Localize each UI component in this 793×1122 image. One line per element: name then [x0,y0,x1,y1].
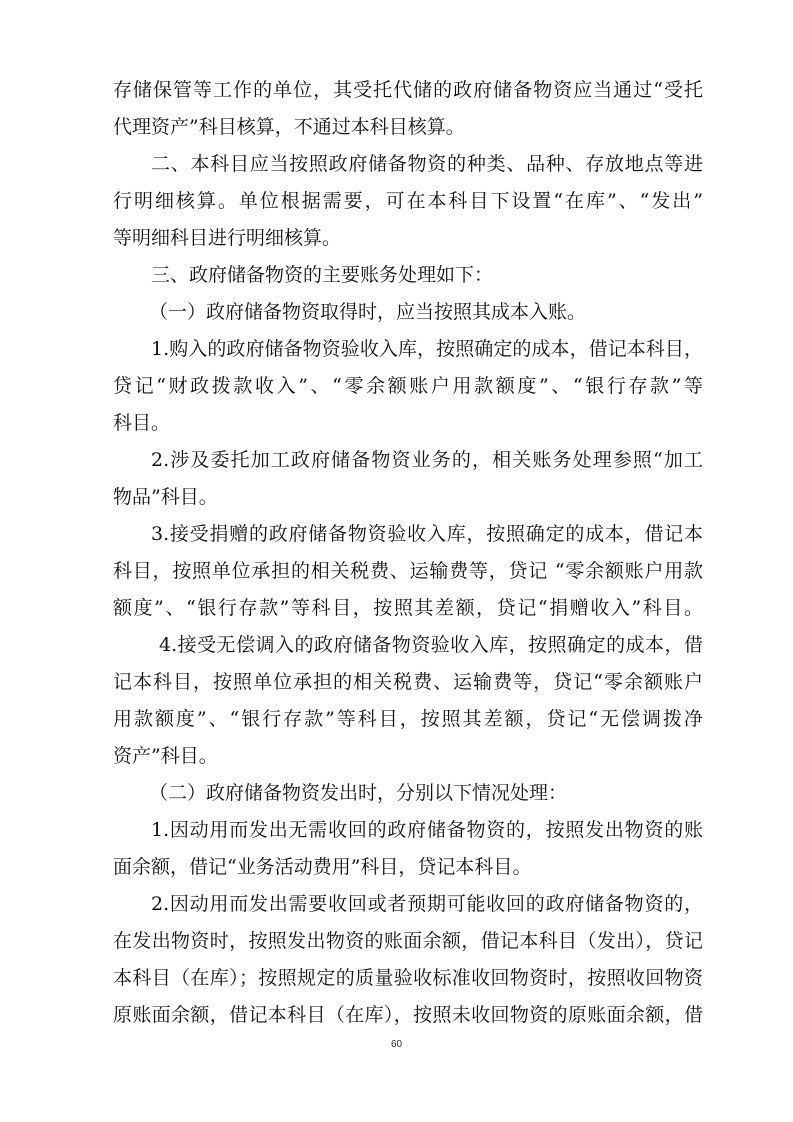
text-line: 1.因动用而发出无需收回的政府储备物资的，按照发出物资的账 [151,819,703,841]
text-line: 面余额，借记“业务活动费用”科目，贷记本科目。 [113,856,532,878]
text-line: 二、本科目应当按照政府储备物资的种类、品种、存放地点等进 [151,153,703,175]
text-line: 额度”、“银行存款”等科目，按照其差额，贷记“捐赠收入”科目。 [113,597,703,619]
text-line: 2.因动用而发出需要收回或者预期可能收回的政府储备物资的， [151,893,703,915]
text-line: 贷记“财政拨款收入”、“零余额账户用款额度”、“银行存款”等 [113,375,703,397]
text-line: （二）政府储备物资发出时，分别以下情况处理： [149,782,568,804]
text-line: 科目。 [113,412,171,434]
text-line: 物品”科目。 [113,486,218,508]
text-line: 2.涉及委托加工政府储备物资业务的，相关账务处理参照“加工 [151,449,703,471]
text-line: 用款额度”、“银行存款”等科目，按照其差额，贷记“无偿调拨净 [113,708,703,730]
text-line: 在发出物资时，按照发出物资的账面余额，借记本科目（发出），贷记 [113,930,703,952]
text-line: 三、政府储备物资的主要账务处理如下： [151,264,494,286]
text-line: 1.购入的政府储备物资验收入库，按照确定的成本，借记本科目， [151,338,703,360]
text-line: 记本科目，按照单位承担的相关税费、运输费等，贷记“零余额账户 [113,671,703,693]
text-line: 存储保管等工作的单位，其受托代储的政府储备物资应当通过“受托 [113,79,703,101]
text-line: 本科目（在库）；按照规定的质量验收标准收回物资时，按照收回物资 [113,967,703,989]
text-line: 4.接受无偿调入的政府储备物资验收入库，按照确定的成本，借 [159,634,703,656]
page-number: 60 [390,1039,403,1050]
text-line: （一）政府储备物资取得时，应当按照其成本入账。 [149,301,587,323]
text-line: 资产”科目。 [113,745,218,767]
text-line: 3.接受捐赠的政府储备物资验收入库，按照确定的成本，借记本 [151,523,703,545]
text-line: 等明细科目进行明细核算。 [113,227,342,249]
text-line: 科目，按照单位承担的相关税费、运输费等，贷记 “零余额账户用款 [113,560,703,582]
text-line: 代理资产”科目核算，不通过本科目核算。 [113,116,465,138]
text-line: 原账面余额，借记本科目（在库），按照未收回物资的原账面余额，借 [113,1004,703,1026]
text-line: 行明细核算。单位根据需要，可在本科目下设置“在库”、“发出” [113,190,703,212]
